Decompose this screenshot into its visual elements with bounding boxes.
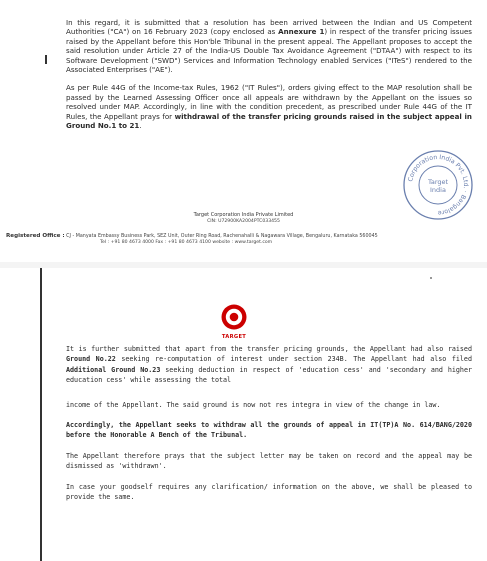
reg-office-label: Registered Office : [6,233,65,239]
stamp-ring-text: Corporation India Pvt. Ltd. · Bangalore [407,153,470,217]
margin-mark [45,55,47,64]
page2-body [66,344,472,502]
target-logo-icon [221,304,247,330]
page2-paragraph-5: In case your goodself requires any clarification/ information on the above, we shall be pleased to provide the same. [66,482,472,502]
stamp-center-line1: Target [427,178,449,186]
annexure-ref: Annexure 1 [278,27,325,37]
footer-cin: CIN: U72900KA2004PTC033455 [207,219,280,224]
footer-contact: Tel : +91 80 4673 4000 Fax : +91 80 4673 4100 website : www.target.com [100,240,273,245]
footer-registered-office [6,233,378,239]
speck [430,277,432,279]
stamp-center-line2: India [430,186,446,194]
text-span: . [139,121,142,131]
ground-22-ref: Ground No.22 [66,355,116,364]
page2-paragraph-3: Accordingly, the Appellant seeks to withdraw all the grounds of appeal in IT(TP)A No. 614/BANG/2020 before the Honorable A Bench of the Tribunal. [66,421,472,440]
text-span: In this regard, it is submitted that a resolution has been arrived between the Indian and US Competent Authorities ("CA") on 16 February 2023 (copy enclosed as [66,18,472,37]
page1-body [66,18,472,130]
company-seal-stamp [401,148,475,222]
footer-company-name: Target Corporation India Private Limited [193,212,294,218]
text-span: As per Rule 44G of the Income-tax Rules, 1962 ("IT Rules"), orders giving effect to the MAP resolution shall be passed by the Learned Assessing Officer once all appeals are withdrawn by the Appellant on the issues so resolved under MAP. Accordingly, in line with the condition precedent, as prescribed under Rule 44G of the IT Rules, the Appellant prays for [66,83,472,121]
reg-office-address: CJ - Manyata Embassy Business Park, SEZ Unit, Outer Ring Road, Rachenahalli & Nagawara Village, Bengaluru, Karnataka 560045 [66,234,378,239]
page2-paragraph-1 [66,344,472,386]
logo-wordmark: TARGET [221,334,247,340]
text-span: ) in respect of the transfer pricing issues raised by the Appellant before this Hon'ble Tribunal in the present appeal. The Appellant proposes to accept the said resolution under Article 27 of the India-US Double Tax Avoidance Agreement ("DTAA") with respect to its Software Development ("SWD") Services and Information Technology enabled Services ("ITeS") rendered to the Associated Enterprises ("AE"). [66,27,473,75]
text-span: It is further submitted that apart from the transfer pricing grounds, the Appellant had also raised [66,345,472,353]
text-span: seeking deduction in respect of 'education cess' and 'secondary and higher education cess' while assessing the total [66,365,473,385]
letter-page-1 [0,0,487,262]
page1-paragraph-2 [66,83,472,130]
text-span: seeking re-computation of interest under section 234B. The Appellant had also filed [115,355,472,364]
page2-paragraph-4: The Appellant therefore prays that the subject letter may be taken on record and the appeal may be dismissed as 'withdrawn'. [66,451,472,471]
page-edge-line [40,268,42,561]
page1-paragraph-1 [66,18,472,74]
page2-paragraph-2: income of the Appellant. The said ground is now not res integra in view of the change in law. [66,400,441,409]
withdrawal-ground-text: withdrawal of the transfer pricing grounds raised in the subject appeal in Ground No.1 to 21 [66,111,472,131]
ground-23-ref: Additional Ground No.23 [66,365,161,374]
